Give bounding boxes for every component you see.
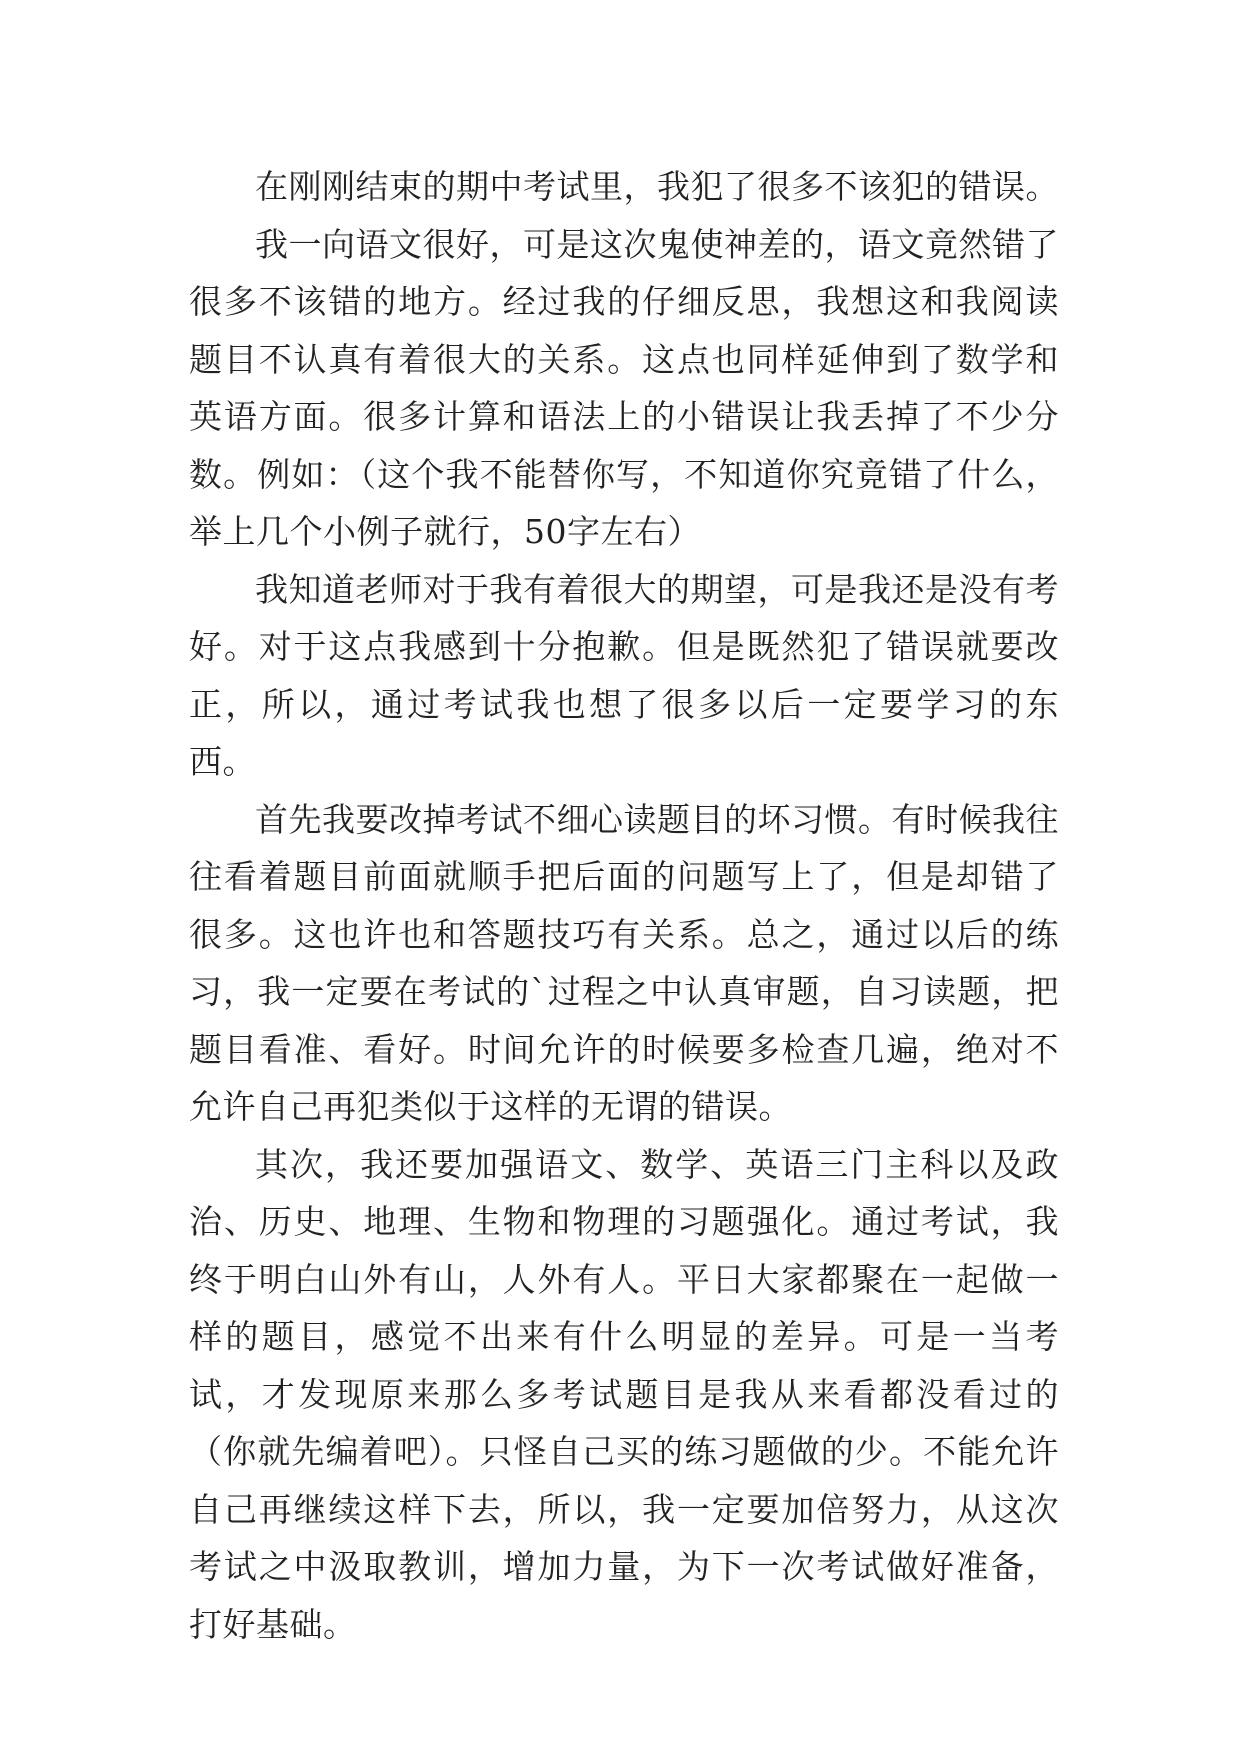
paragraph: 首先我要改掉考试不细心读题目的坏习惯。有时候我往往看着题目前面就顺手把后面的问题写上了，但是却错了很多。这也许也和答题技巧有关系。总之，通过以后的练习，我一定要在考试的`过程之中认真审题，自习读题，把题目看准、看好。时间允许的时候要多检查几遍，绝对不允许自己再犯类似于这样的无谓的错误。	[189, 799, 1059, 1126]
paragraph: 其次，我还要加强语文、数学、英语三门主科以及政治、历史、地理、生物和物理的习题强化。通过考试，我终于明白山外有山，人外有人。平日大家都聚在一起做一样的题目，感觉不出来有什么明显的差异。可是一当考试，才发现原来那么多考试题目是我从来看都没看过的（你就先编着吧）。只怪自己买的练习题做的少。不能允许自己再继续这样下去，所以，我一定要加倍努力，从这次考试之中汲取教训，增加力量，为下一次考试做好准备，打好基础。	[189, 1144, 1059, 1644]
paragraph: 我知道老师对于我有着很大的期望，可是我还是没有考好。对于这点我感到十分抱歉。但是既然犯了错误就要改正，所以，通过考试我也想了很多以后一定要学习的东西。	[189, 569, 1059, 781]
paragraph: 在刚刚结束的期中考试里，我犯了很多不该犯的错误。	[255, 167, 1059, 206]
paragraph: 我一向语文很好，可是这次鬼使神差的，语文竟然错了很多不该错的地方。经过我的仔细反思，我想这和我阅读题目不认真有着很大的关系。这点也同样延伸到了数学和英语方面。很多计算和语法上的小错误让我丢掉了不少分数。例如：（这个我不能替你写，不知道你究竟错了什么，举上几个小例子就行，50字左右）	[189, 224, 1059, 551]
document-body	[189, 158, 1059, 1653]
